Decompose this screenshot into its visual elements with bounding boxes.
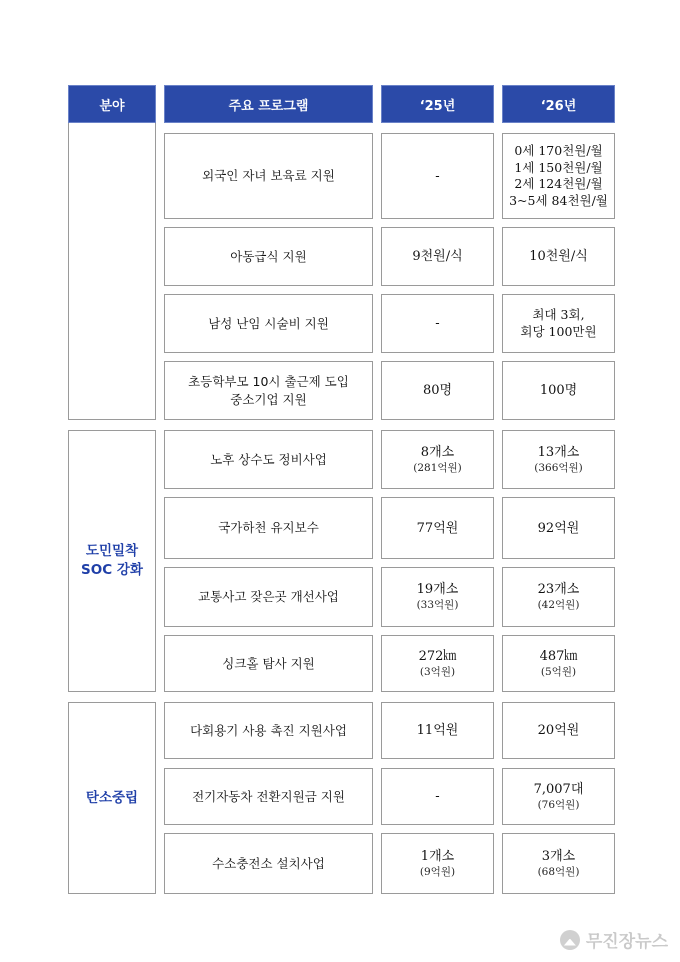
program-cell: [164, 702, 373, 759]
value-2025: 8개소: [420, 444, 455, 460]
header-category: 분야: [68, 85, 156, 123]
value-2026-cell: [502, 497, 615, 559]
value-2025-budget: (9억원): [419, 865, 456, 878]
value-2025-budget: (33억원): [416, 599, 459, 611]
program-cell: [164, 833, 373, 894]
value-2026: 487㎞: [539, 648, 578, 664]
value-2026: 3개소: [541, 848, 576, 864]
value-2026: 7,007대: [533, 781, 584, 797]
value-2025-cell: [381, 133, 494, 219]
value-2025-cell: [381, 361, 494, 420]
value-2026-cell: [502, 430, 615, 489]
value-2025: -: [435, 168, 440, 184]
header-program: 주요 프로그램: [164, 85, 373, 123]
value-2025: -: [435, 316, 440, 331]
program-cell: [164, 133, 373, 219]
value-2026-cell: [502, 133, 615, 219]
value-2025-cell: [381, 227, 494, 286]
value-2025: -: [435, 789, 440, 804]
category-label-soc: 도민밀착 SOC 강화: [81, 543, 143, 578]
value-2026-budget: (42억원): [537, 599, 580, 611]
header-2025: ‘25년: [381, 85, 494, 123]
value-2026-cell: [502, 567, 615, 627]
program-name: 수소충전소 설치사업: [212, 855, 325, 871]
program-name: 전기자동차 전환지원금 지원: [192, 788, 345, 804]
program-cell: [164, 567, 373, 627]
program-name: 다회용기 사용 촉진 지원사업: [190, 722, 347, 738]
value-2026-cell: [502, 833, 615, 894]
value-2026: 최대 3회, 회당 100만원: [520, 307, 597, 339]
program-cell: [164, 430, 373, 489]
value-2025-cell: [381, 702, 494, 759]
value-2025-cell: [381, 833, 494, 894]
value-2025: 272㎞: [418, 648, 457, 664]
value-2026-cell: [502, 227, 615, 286]
value-2026-cell: [502, 768, 615, 825]
program-name: 싱크홀 탐사 지원: [222, 655, 315, 671]
value-2026-cell: [502, 294, 615, 353]
program-name: 아동급식 지원: [230, 248, 307, 264]
value-2025-cell: [381, 430, 494, 489]
category-cell-3: [68, 702, 156, 894]
value-2025: 9천원/식: [412, 249, 463, 264]
value-2026: 13개소: [537, 444, 580, 460]
program-name: 초등학부모 10시 출근제 도입 중소기업 지원: [188, 373, 349, 407]
value-2026: 20억원: [537, 723, 580, 738]
value-2026-budget: (366억원): [534, 461, 583, 474]
value-2026: 100명: [539, 383, 578, 398]
program-name: 노후 상수도 정비사업: [210, 451, 327, 467]
value-2025: 1개소: [420, 848, 455, 864]
value-2025-cell: [381, 635, 494, 692]
value-2026: 10천원/식: [529, 249, 588, 264]
value-2025-cell: [381, 768, 494, 825]
value-2025-cell: [381, 567, 494, 627]
program-cell: [164, 227, 373, 286]
watermark-text: 무진장뉴스: [585, 932, 668, 952]
watermark: [560, 927, 668, 952]
category-cell-1: [68, 123, 156, 420]
category-label-carbon: 탄소중립: [85, 789, 139, 806]
value-2025: 80명: [422, 383, 453, 398]
value-2026-budget: (5억원): [540, 665, 577, 678]
value-2025-budget: (281억원): [413, 461, 462, 474]
program-cell: [164, 361, 373, 420]
category-cell-2: [68, 430, 156, 692]
program-cell: [164, 635, 373, 692]
value-2025: 77억원: [416, 520, 459, 536]
program-name: 교통사고 잦은곳 개선사업: [198, 589, 339, 604]
header-2026: ‘26년: [502, 85, 615, 123]
program-cell: [164, 294, 373, 353]
value-2025: 11억원: [416, 723, 459, 738]
value-2026-budget: (76억원): [537, 798, 580, 811]
program-name: 외국인 자녀 보육료 지원: [202, 168, 335, 183]
value-2026: 23개소: [537, 582, 580, 597]
value-2026-cell: [502, 702, 615, 759]
watermark-logo-icon: [560, 930, 580, 950]
program-name: 남성 난임 시술비 지원: [208, 315, 329, 331]
value-2025-budget: (3억원): [419, 665, 456, 678]
value-2026-cell: [502, 635, 615, 692]
program-name: 국가하천 유지보수: [218, 520, 319, 535]
value-2026: 0세 170천원/월 1세 150천원/월 2세 124천원/월 3~5세 84천원/월: [509, 143, 608, 208]
value-2026-budget: (68억원): [537, 865, 580, 878]
program-cell: [164, 497, 373, 559]
value-2025-cell: [381, 497, 494, 559]
value-2026-cell: [502, 361, 615, 420]
program-cell: [164, 768, 373, 825]
value-2025-cell: [381, 294, 494, 353]
value-2026: 92억원: [537, 520, 580, 536]
value-2025: 19개소: [416, 582, 459, 597]
